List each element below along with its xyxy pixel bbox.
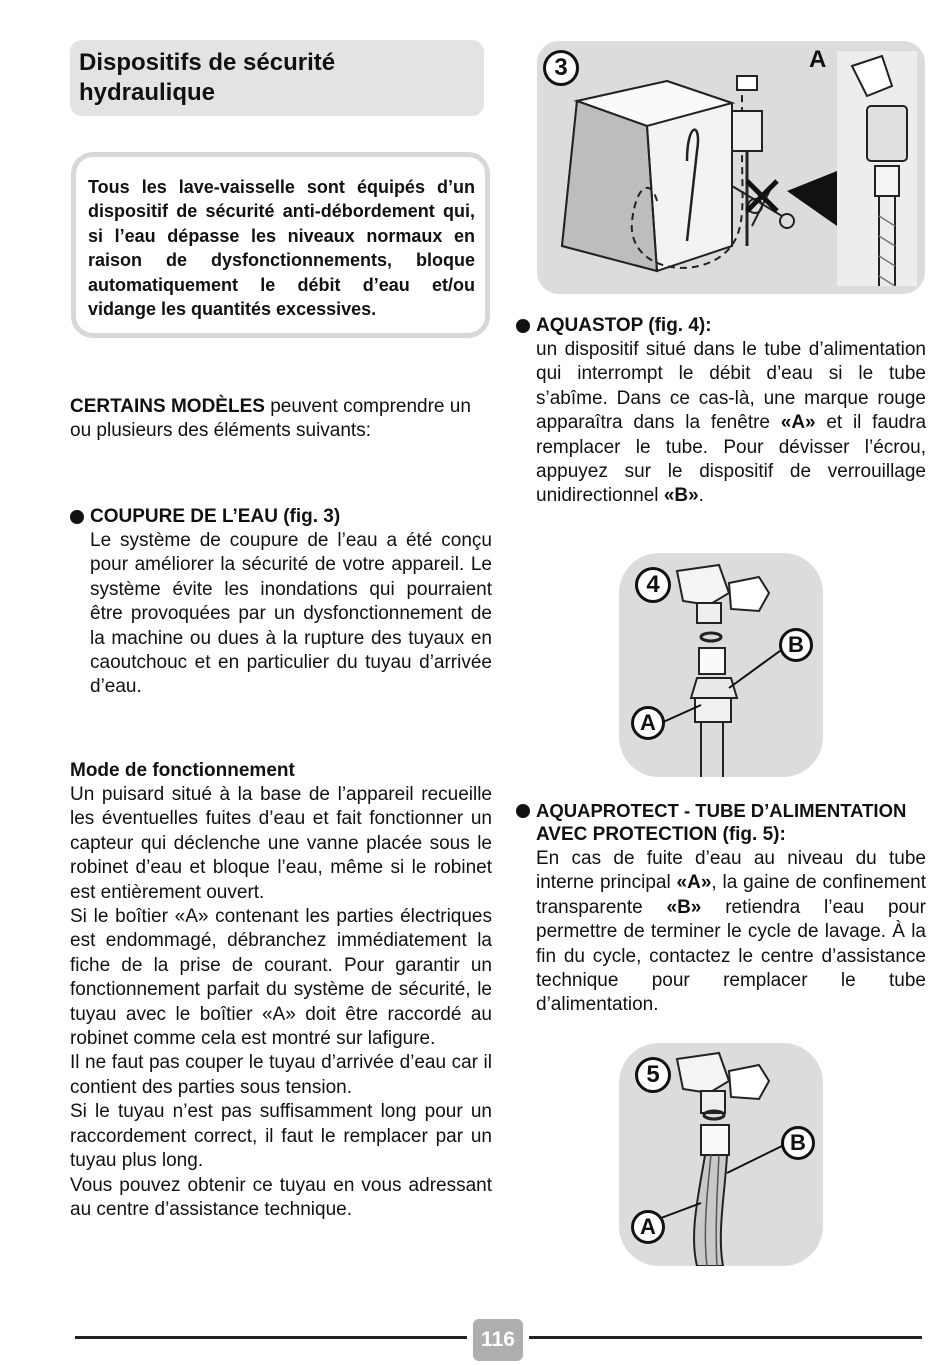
aquaprotect-strong-a: «A» bbox=[676, 872, 712, 894]
bullet-icon bbox=[70, 510, 84, 524]
mode-paragraph-1: Un puisard situé à la base de l’appareil recueille les éventuelles fuites d’eau et fait fonctionner un capteur qui déclenche une vanne placée sous le robinet d’eau et bloque l’eau, même si le robinet est entièrement ouvert. bbox=[70, 784, 492, 903]
aquastop-strong-a: «A» bbox=[780, 412, 816, 434]
aquaprotect-heading-line1: AQUAPROTECT - TUBE D’ALIMENTATION bbox=[536, 800, 907, 821]
mode-paragraph-2: Si le boîtier «A» contenant les parties électriques est endommagé, débranchez immédiatement la fiche de la prise de courant. Pour garantir un fonctionnement parfait du système de sécurité, le tuyau avec le boîtier «A» doit être raccordé au robinet comme cela est montré sur lafigure. bbox=[70, 906, 492, 1050]
page-number: 116 bbox=[473, 1319, 523, 1361]
mode-paragraph-5: Vous pouvez obtenir ce tuyau en vous adressant au centre d’assistance technique. bbox=[70, 1174, 492, 1220]
models-rest: peuvent comprendre un ou plusieurs des éléments suivants: bbox=[70, 396, 471, 442]
aquaprotect-text-part: , la gaine de confinement transparente bbox=[536, 872, 926, 918]
bullet-icon bbox=[516, 804, 530, 818]
mode-section bbox=[70, 759, 492, 1222]
coupure-heading-text: COUPURE DE L’EAU (fig. 3) bbox=[90, 506, 341, 527]
aquaprotect-section bbox=[516, 799, 926, 1018]
figure-4 bbox=[619, 553, 823, 777]
figure-4-number: 4 bbox=[635, 567, 671, 603]
aquaprotect-text-part: En cas de fuite d’eau au niveau du tube interne principal bbox=[536, 848, 926, 894]
aquastop-text-part: un dispositif situé dans le tube d’alimentation qui interrompt le débit d’eau si le tube s’abîme. Dans ce cas-là, une marque rouge apparaîtra dans la fenêtre bbox=[536, 339, 926, 434]
coupure-text: Le système de coupure de l’eau a été conçu pour améliorer la sécurité de votre appareil. Le système évite les inondations qui pourraient être provoquées par un dysfonctionnement de la machine ou dues à la rupture des tuyaux en caoutchouc et en particulier du tuyau d’arrivée d’eau. bbox=[90, 530, 492, 698]
aquastop-strong-b: «B» bbox=[663, 485, 699, 507]
models-paragraph bbox=[70, 395, 492, 444]
figure-5-number: 5 bbox=[635, 1057, 671, 1093]
section-title-line1: Dispositifs de sécurité bbox=[79, 49, 336, 76]
mode-paragraph-3: Il ne faut pas couper le tuyau d’arrivée d’eau car il contient des parties sous tension. bbox=[70, 1052, 492, 1098]
footer-rule-right bbox=[529, 1336, 922, 1339]
aquaprotect-text-part: retiendra l’eau pour permettre de terminer le cycle de lavage. À la fin du cycle, contactez le centre d’assistance technique pour remplacer le tube d’alimentation. bbox=[536, 896, 926, 1016]
aquastop-section bbox=[516, 314, 926, 509]
figure-3 bbox=[537, 41, 925, 294]
figure-4-label-a: A bbox=[631, 706, 665, 740]
figure-5-label-b: B bbox=[781, 1126, 815, 1160]
bullet-icon bbox=[516, 319, 530, 333]
coupure-heading bbox=[70, 505, 492, 529]
figure-3-illustration bbox=[537, 41, 925, 294]
aquastop-heading bbox=[516, 314, 926, 338]
aquastop-text bbox=[536, 338, 926, 509]
aquaprotect-heading-line2: AVEC PROTECTION (fig. 5): bbox=[536, 824, 786, 845]
intro-text: Tous les lave-vaisselle sont équipés d’un dispositif de sécurité anti-débordement qui, si l’eau dépasse les niveaux normaux en raison de dysfonctionnements, bloque automatiquement le débit d’eau et/ou vidange les quantités excessives. bbox=[88, 177, 475, 320]
aquaprotect-heading bbox=[516, 799, 926, 823]
aquastop-text-part: . bbox=[698, 485, 704, 507]
mode-paragraph-4: Si le tuyau n’est pas suffisamment long pour un raccordement correct, il faut le remplacer par un tuyau plus long. bbox=[70, 1101, 492, 1172]
figure-5-label-a: A bbox=[631, 1210, 665, 1244]
aquaprotect-text bbox=[536, 847, 926, 1018]
mode-body bbox=[70, 783, 492, 1222]
aquaprotect-strong-b: «B» bbox=[666, 896, 702, 918]
figure-4-label-b: B bbox=[779, 628, 813, 662]
intro-box bbox=[71, 152, 490, 338]
coupure-section bbox=[70, 505, 492, 700]
models-strong: CERTAINS MODÈLES bbox=[70, 396, 265, 417]
footer-rule-left bbox=[75, 1336, 467, 1339]
figure-5 bbox=[619, 1043, 823, 1266]
aquastop-text-part: et il faudra remplacer le tube. Pour dévisser l’écrou, appuyez sur le dispositif de verrouillage unidirectionnel bbox=[536, 412, 927, 507]
section-title-line2: hydraulique bbox=[79, 79, 216, 106]
aquastop-heading-text: AQUASTOP (fig. 4): bbox=[536, 315, 712, 336]
mode-heading: Mode de fonctionnement bbox=[70, 760, 295, 781]
figure-3-label-a: A bbox=[809, 46, 827, 73]
figure-3-number: 3 bbox=[543, 50, 579, 86]
section-title bbox=[70, 40, 484, 116]
